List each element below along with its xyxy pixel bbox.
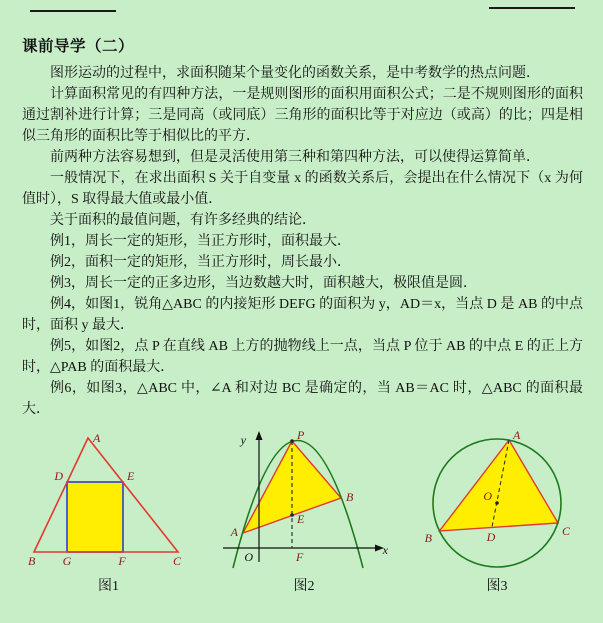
- fig1-label-b: B: [28, 554, 36, 568]
- figure-3-caption: 图3: [486, 579, 508, 594]
- intro-paragraph-1: 图形运动的过程中，求面积随某个量变化的函数关系，是中考数学的热点问题．: [50, 66, 540, 81]
- top-rule-right: [489, 7, 575, 9]
- fig1-label-d: D: [54, 469, 63, 483]
- figure-3: [417, 428, 577, 595]
- example-2: 例2，面积一定的矩形，当正方形时，周长最小．: [50, 255, 351, 270]
- intro-paragraph-2: 计算面积常见的有四种方法，一是规则图形的面积用面积公式；二是不规则图形的面积通过割补进行计算；三是同高（或同底）三角形的面积比等于对应边（或高）的比；四是相似三角形的面积比等于相似比的平方．: [22, 87, 583, 144]
- example-6: 例6，如图3，△ABC 中，∠A 和对边 BC 是确定的，当 AB＝AC 时，△ABC 的面积最大．: [22, 381, 583, 417]
- fig2-y-axis-arrow-icon: [256, 431, 263, 440]
- fig2-label-b: B: [346, 490, 354, 504]
- fig1-inscribed-rectangle: [67, 482, 123, 552]
- figures-row: [0, 420, 603, 595]
- top-rule-left: [30, 10, 116, 12]
- fig3-label-d: D: [486, 530, 496, 544]
- example-4: 例4，如图1，锐角△ABC 的内接矩形 DEFG 的面积为 y，AD＝x，当点 D 是 AB 的中点时，面积 y 最大．: [22, 297, 583, 333]
- figure-2-caption: 图2: [293, 579, 315, 594]
- example-5: 例5，如图2，点 P 在直线 AB 上方的抛物线上一点，当点 P 位于 AB 的中点 E 的正上方时，△PAB 的面积最大．: [22, 339, 583, 375]
- figure-1-caption: 图1: [98, 579, 119, 594]
- fig1-label-g: G: [62, 554, 72, 568]
- fig3-center-o-dot: [495, 501, 499, 505]
- fig2-label-o: O: [244, 550, 253, 564]
- figure-1-drawing: [26, 428, 191, 570]
- intro-paragraph-4: 一般情况下，在求出面积 S 关于自变量 x 的函数关系后，会提出在什么情况下（x 为何值时），S 取得最大值或最小值．: [22, 171, 583, 207]
- fig3-label-c: C: [562, 524, 571, 538]
- fig1-label-e: E: [127, 469, 135, 483]
- figure-2: [219, 428, 389, 595]
- fig1-label-f: F: [118, 554, 126, 568]
- body-text: [0, 61, 603, 420]
- fig2-label-y: y: [240, 433, 246, 447]
- fig3-label-b: B: [424, 531, 432, 545]
- intro-paragraph-3: 前两种方法容易想到，但是灵活使用第三种和第四种方法，可以使得运算简单．: [50, 150, 540, 165]
- fig2-label-p: P: [297, 428, 305, 442]
- figure-2-drawing: [219, 428, 389, 570]
- example-3: 例3，周长一定的正多边形，当边数越大时，面积越大，极限值是圆．: [50, 276, 477, 291]
- fig1-label-c: C: [172, 554, 182, 568]
- example-1: 例1，周长一定的矩形，当正方形时，面积最大．: [50, 234, 351, 249]
- figure-3-drawing: [417, 428, 577, 570]
- fig2-point-e-dot: [290, 513, 294, 517]
- fig2-point-p-dot: [290, 439, 294, 443]
- fig1-label-a: A: [93, 431, 101, 445]
- fig2-label-x: x: [382, 543, 388, 557]
- page-title: 课前导学（二）: [22, 38, 135, 55]
- figure-1: [26, 428, 191, 595]
- fig2-label-f: F: [296, 550, 304, 564]
- intro-paragraph-5: 关于面积的最值问题，有许多经典的结论．: [50, 213, 316, 228]
- fig3-label-a: A: [513, 428, 521, 442]
- fig3-label-o: O: [483, 489, 492, 503]
- fig2-label-e: E: [297, 512, 305, 526]
- fig2-label-a: A: [230, 525, 238, 539]
